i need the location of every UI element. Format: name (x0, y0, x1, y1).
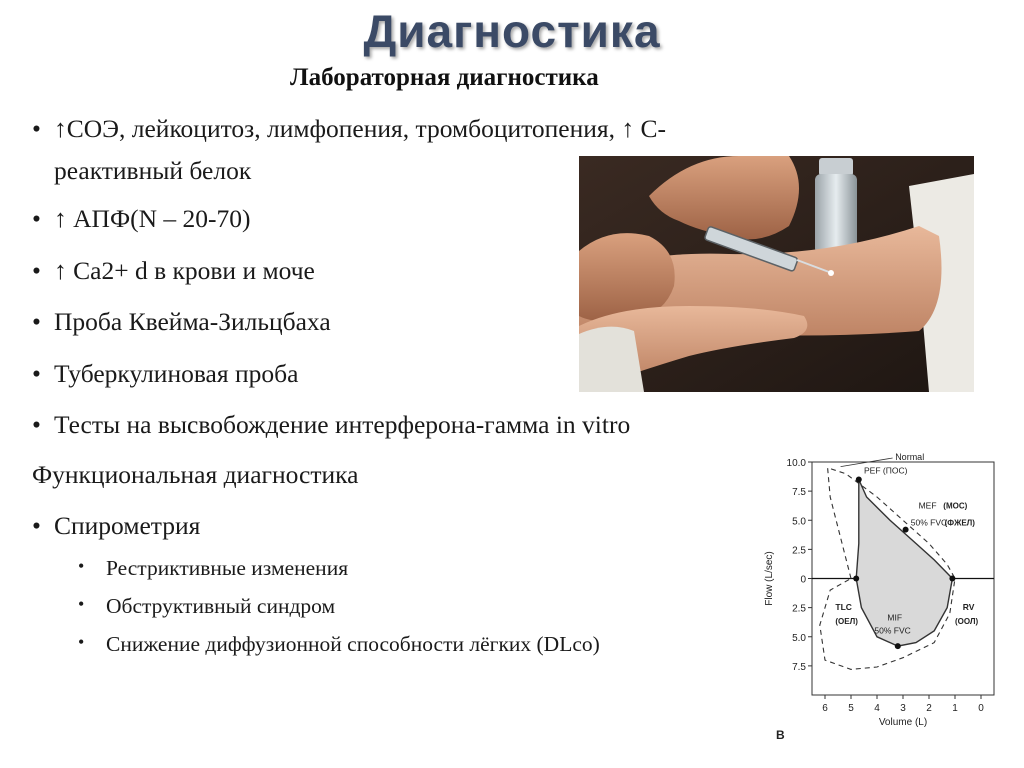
y-tick-label: 2.5 (792, 545, 806, 557)
y-tick-label: 5.0 (792, 516, 806, 528)
x-tick-label: 4 (874, 703, 880, 714)
label-rv: RV (962, 601, 975, 612)
point-rv (949, 576, 955, 582)
bullet-text: ↑ АПФ(N – 20-70) (54, 204, 251, 233)
bullet-dot: • (32, 307, 41, 336)
x-tick-label: 0 (978, 703, 984, 714)
bullet-text: Спирометрия (54, 511, 201, 540)
y-tick-label: 0 (800, 574, 806, 586)
lab-diagnostics-heading: Лабораторная диагностика (290, 64, 599, 91)
y-tick-label: 10.0 (786, 458, 806, 469)
flow-volume-chart (760, 438, 1000, 763)
y-axis-label: Flow (L/sec) (764, 551, 775, 606)
y-tick-label: 5.0 (792, 632, 806, 644)
bullet-text: Тесты на высвобождение интерферона-гамма in vitro (54, 410, 631, 439)
injection-photo (579, 156, 974, 392)
label-mif: MIF (887, 612, 903, 623)
sub-bullet-dot: • (78, 632, 85, 652)
point-tlc (853, 576, 859, 582)
sub-bullet-text: Снижение диффузионной способности лёгких (DLco) (106, 632, 600, 656)
label-rv-ru: (ООЛ) (955, 616, 979, 626)
point-pef (856, 476, 862, 482)
bullet-text: Туберкулиновая проба (54, 359, 299, 388)
functional-diagnostics-heading: Функциональная диагностика (32, 460, 359, 489)
sub-bullet-text: Рестриктивные изменения (106, 556, 349, 580)
bullet-dot: • (32, 511, 41, 540)
point-mef (903, 527, 909, 533)
bullet-dot: • (32, 410, 41, 439)
bullet-dot: • (32, 256, 41, 285)
x-tick-label: 6 (822, 703, 828, 714)
sub-bullet-dot: • (78, 556, 85, 576)
x-axis-label: Volume (L) (878, 717, 928, 728)
label-mef-fvc-ru: (ФЖЕЛ) (944, 518, 975, 528)
bullet-text-continued: реактивный белок (54, 156, 252, 185)
y-tick-label: 7.5 (792, 661, 806, 673)
label-tlc: TLC (835, 601, 852, 612)
bullet-dot: • (32, 204, 41, 233)
x-tick-label: 5 (848, 703, 854, 714)
slide-title: Диагностика (363, 5, 661, 57)
y-tick-label: 7.5 (792, 487, 806, 499)
label-mef-fvc: 50% FVC (910, 517, 948, 528)
label-tlc-ru: (ОЕЛ) (835, 616, 858, 626)
legend-normal: Normal (895, 452, 925, 462)
injection-illustration (579, 156, 974, 392)
sub-bullet-text: Обструктивный синдром (106, 594, 336, 618)
y-tick-label: 2.5 (792, 603, 806, 615)
x-tick-label: 2 (926, 703, 932, 714)
x-tick-label: 3 (900, 703, 906, 714)
sleeve-left (579, 327, 644, 392)
label-mif-fvc: 50% FVC (874, 625, 911, 636)
panel-letter: B (776, 728, 785, 742)
bullet-text: Проба Квейма-Зильцбаха (54, 307, 331, 336)
label-pef: PEF (ПОС) (864, 465, 908, 476)
sub-bullet-dot: • (78, 594, 85, 614)
bullet-dot: • (32, 114, 41, 143)
vial-icon (815, 158, 857, 254)
x-tick-label: 1 (952, 703, 958, 714)
bullet-text: ↑ Са2+ d в крови и моче (54, 256, 315, 285)
bullet-text: ↑СОЭ, лейкоцитоз, лимфопения, тромбоцитопения, ↑ С- (54, 114, 667, 143)
label-mef-ru: (МОС) (943, 501, 968, 511)
label-mef: MEF (918, 500, 937, 511)
flow-volume-svg (760, 438, 1000, 763)
bullet-dot: • (32, 359, 41, 388)
point-mif (895, 643, 901, 649)
